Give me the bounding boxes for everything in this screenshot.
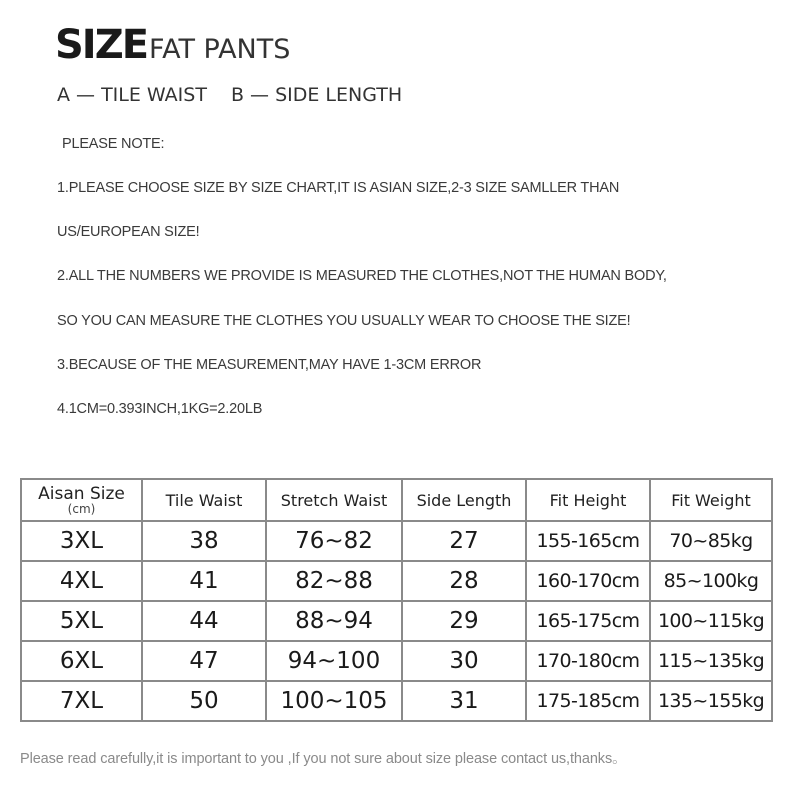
- cell-fit-height: 170-180cm: [526, 641, 650, 681]
- header-size-label: Aisan Size: [38, 484, 125, 504]
- note-line: 4.1CM=0.393INCH,1KG=2.20LB: [57, 401, 263, 417]
- legend-b: B — SIDE LENGTH: [230, 84, 403, 106]
- header-side-length: Side Length: [402, 479, 526, 521]
- header-fit-height: Fit Height: [526, 479, 650, 521]
- size-chart-table: [20, 478, 773, 722]
- note-line: 1.PLEASE CHOOSE SIZE BY SIZE CHART,IT IS ASIAN SIZE,2-3 SIZE SAMLLER THAN: [57, 180, 620, 196]
- table-row: [21, 641, 772, 681]
- cell-stretch-waist: 88~94: [266, 601, 402, 641]
- cell-side-length: 30: [402, 641, 526, 681]
- note-line: SO YOU CAN MEASURE THE CLOTHES YOU USUALLY WEAR TO CHOOSE THE SIZE!: [57, 313, 631, 329]
- cell-fit-weight: 100~115kg: [650, 601, 772, 641]
- legend-a: A — TILE WAIST: [57, 84, 207, 106]
- cell-stretch-waist: 100~105: [266, 681, 402, 721]
- cell-tile-waist: 50: [142, 681, 266, 721]
- header-fit-weight: Fit Weight: [650, 479, 772, 521]
- header-stretch-waist: Stretch Waist: [266, 479, 402, 521]
- cell-size: 5XL: [21, 601, 142, 641]
- cell-size: 4XL: [21, 561, 142, 601]
- cell-fit-weight: 85~100kg: [650, 561, 772, 601]
- note-line: US/EUROPEAN SIZE!: [57, 224, 200, 240]
- header-tile-waist: Tile Waist: [142, 479, 266, 521]
- cell-fit-height: 160-170cm: [526, 561, 650, 601]
- note-line: 3.BECAUSE OF THE MEASUREMENT,MAY HAVE 1-3CM ERROR: [57, 357, 482, 373]
- title-size: SIZE: [55, 22, 148, 68]
- header-size-unit: (cm): [67, 502, 96, 516]
- note-line: 2.ALL THE NUMBERS WE PROVIDE IS MEASURED THE CLOTHES,NOT THE HUMAN BODY,: [57, 268, 667, 284]
- footer-note: Please read carefully,it is important to you ,If you not sure about size please contact us,thanks。: [20, 751, 627, 767]
- table-row: [21, 561, 772, 601]
- cell-fit-weight: 70~85kg: [650, 521, 772, 561]
- cell-side-length: 31: [402, 681, 526, 721]
- header-size: [21, 479, 142, 521]
- measurement-legend: [57, 84, 402, 106]
- table-row: [21, 521, 772, 561]
- table-row: [21, 601, 772, 641]
- cell-size: 3XL: [21, 521, 142, 561]
- title-product: FAT PANTS: [149, 34, 291, 65]
- cell-fit-weight: 135~155kg: [650, 681, 772, 721]
- page-title: [55, 22, 290, 72]
- cell-side-length: 27: [402, 521, 526, 561]
- cell-tile-waist: 38: [142, 521, 266, 561]
- cell-fit-height: 175-185cm: [526, 681, 650, 721]
- table-row: [21, 681, 772, 721]
- cell-size: 6XL: [21, 641, 142, 681]
- cell-stretch-waist: 94~100: [266, 641, 402, 681]
- cell-size: 7XL: [21, 681, 142, 721]
- table-header-row: [21, 479, 772, 521]
- cell-tile-waist: 44: [142, 601, 266, 641]
- cell-stretch-waist: 82~88: [266, 561, 402, 601]
- cell-side-length: 28: [402, 561, 526, 601]
- cell-stretch-waist: 76~82: [266, 521, 402, 561]
- cell-fit-height: 165-175cm: [526, 601, 650, 641]
- cell-fit-weight: 115~135kg: [650, 641, 772, 681]
- cell-tile-waist: 47: [142, 641, 266, 681]
- note-heading: PLEASE NOTE:: [62, 136, 165, 152]
- cell-side-length: 29: [402, 601, 526, 641]
- cell-tile-waist: 41: [142, 561, 266, 601]
- cell-fit-height: 155-165cm: [526, 521, 650, 561]
